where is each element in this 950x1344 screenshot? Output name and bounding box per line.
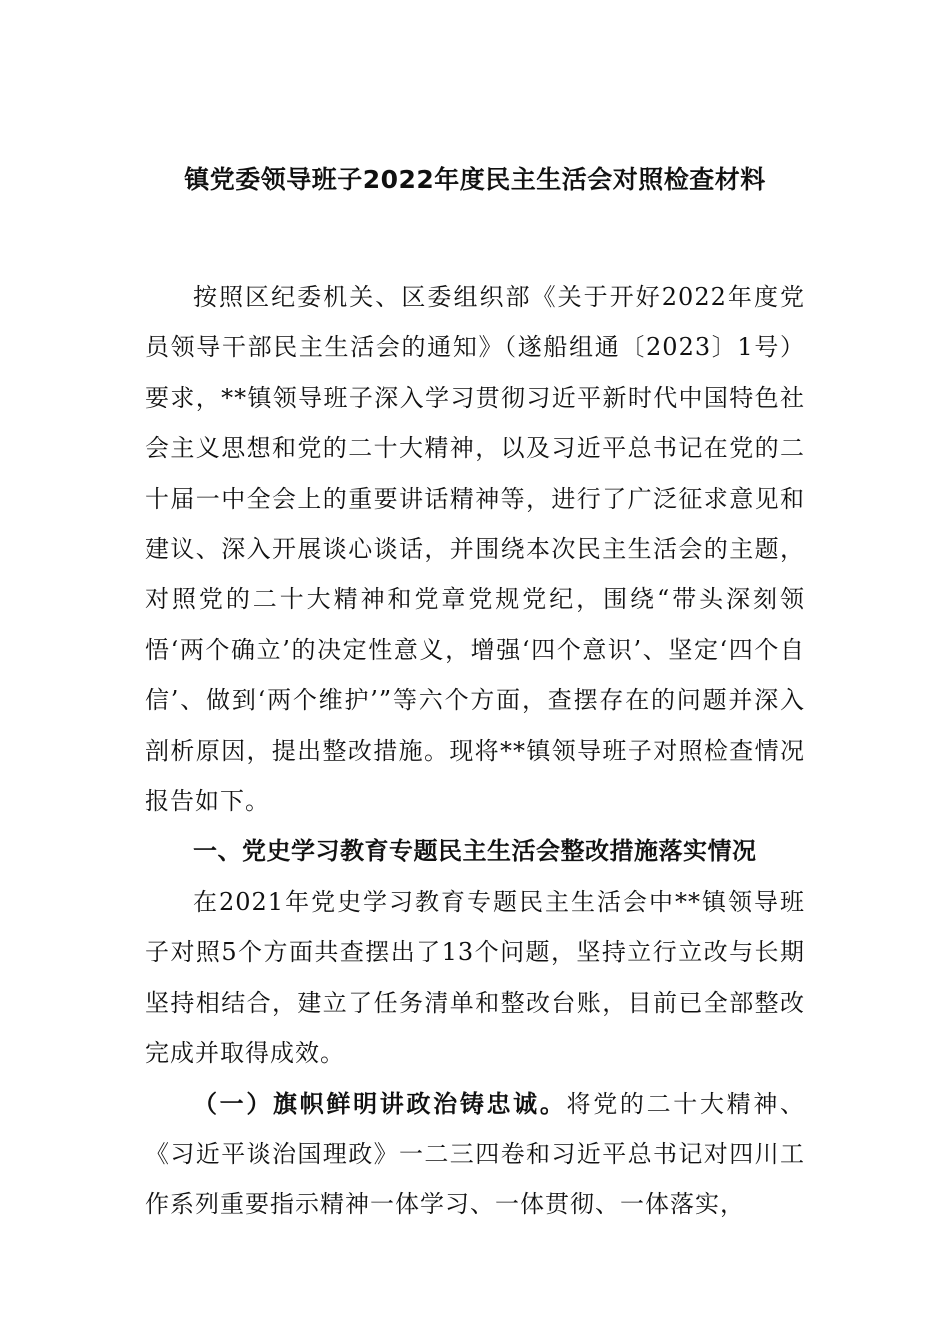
document-title: 镇党委领导班子2022年度民主生活会对照检查材料 — [184, 165, 766, 194]
section-1-paragraph: 在2021年党史学习教育专题民主生活会中**镇领导班子对照5个方面共查摆出了13个问题，坚持立行立改与长期坚持相结合，建立了任务清单和整改台账，目前已全部整改完成并取得成效。 — [145, 887, 805, 1068]
document-body — [145, 272, 805, 1230]
subsection-1-paragraph — [145, 1079, 805, 1230]
section-1-heading: 一、党史学习教育专题民主生活会整改措施落实情况 — [193, 837, 757, 866]
intro-paragraph: 按照区纪委机关、区委组织部《关于开好2022年度党员领导干部民主生活会的通知》（遂船组通〔2023〕1号）要求，**镇领导班子深入学习贯彻习近平新时代中国特色社会主义思想和党的二十大精神，以及习近平总书记在党的二十届一中全会上的重要讲话精神等，进行了广泛征求意见和建议、深入开展谈心谈话，并围绕本次民主生活会的主题，对照党的二十大精神和党章党规党纪，围绕“带头深刻领悟‘两个确立’的决定性意义，增强‘四个意识’、坚定‘四个自信’、做到‘两个维护’”等六个方面，查摆存在的问题并深入剖析原因，提出整改措施。现将**镇领导班子对照检查情况报告如下。 — [145, 283, 805, 816]
subsection-1-heading: （一）旗帜鲜明讲政治铸忠诚。 — [193, 1089, 567, 1118]
subsection-1-text: 将党的二十大精神、《习近平谈治国理政》一二三四卷和习近平总书记对四川工作系列重要指示精神一体学习、一体贯彻、一体落实， — [145, 1089, 806, 1219]
